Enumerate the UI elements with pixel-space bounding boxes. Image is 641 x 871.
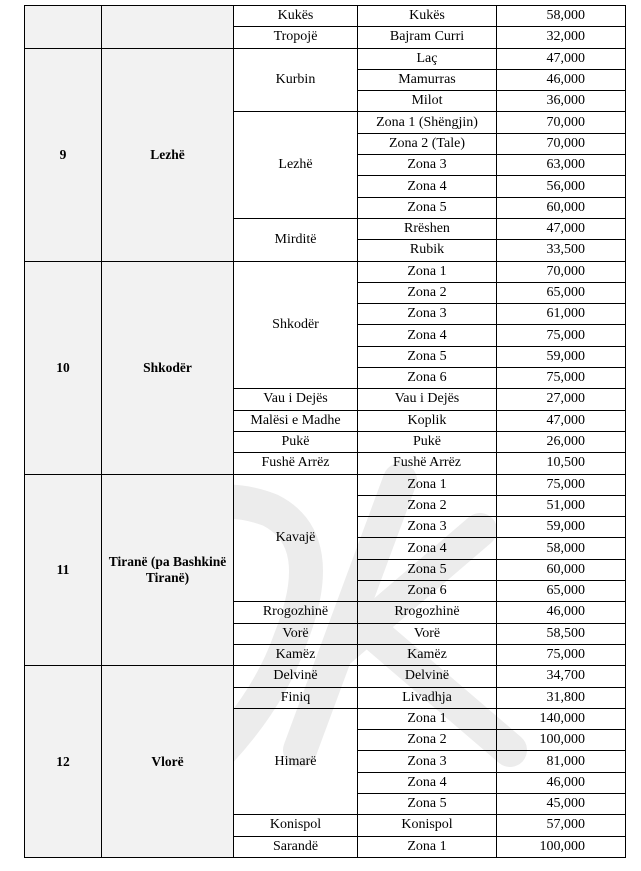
municipality-cell: Pukë (234, 431, 358, 452)
value-cell: 75,000 (497, 368, 626, 389)
zone-cell: Zona 1 (Shëngjin) (358, 112, 497, 133)
zone-cell: Zona 1 (358, 836, 497, 857)
zone-cell: Zona 4 (358, 325, 497, 346)
zone-cell: Zona 5 (358, 346, 497, 367)
value-cell: 59,000 (497, 517, 626, 538)
municipality-cell: Himarë (234, 708, 358, 814)
table-row (25, 6, 626, 27)
region-number-cell: 11 (25, 474, 102, 666)
region-number-cell: 10 (25, 261, 102, 474)
value-cell: 51,000 (497, 495, 626, 516)
municipality-cell: Tropojë (234, 27, 358, 48)
value-cell: 60,000 (497, 197, 626, 218)
zone-cell: Rrëshen (358, 218, 497, 239)
value-cell: 75,000 (497, 325, 626, 346)
region-name-cell (102, 6, 234, 49)
municipality-cell: Vau i Dejës (234, 389, 358, 410)
value-cell: 81,000 (497, 751, 626, 772)
value-cell: 65,000 (497, 581, 626, 602)
zone-cell: Zona 2 (358, 495, 497, 516)
region-name-cell: Lezhë (102, 48, 234, 261)
zone-cell: Kukës (358, 6, 497, 27)
value-cell: 140,000 (497, 708, 626, 729)
municipality-cell: Finiq (234, 687, 358, 708)
value-cell: 32,000 (497, 27, 626, 48)
region-number-cell: 9 (25, 48, 102, 261)
value-cell: 58,000 (497, 538, 626, 559)
value-cell: 58,000 (497, 6, 626, 27)
value-cell: 59,000 (497, 346, 626, 367)
value-cell: 31,800 (497, 687, 626, 708)
value-cell: 46,000 (497, 772, 626, 793)
zone-cell: Vorë (358, 623, 497, 644)
zone-cell: Zona 1 (358, 708, 497, 729)
zone-cell: Zona 5 (358, 197, 497, 218)
region-number-cell: 12 (25, 666, 102, 858)
municipality-cell: Delvinë (234, 666, 358, 687)
municipality-cell: Kurbin (234, 48, 358, 112)
value-cell: 70,000 (497, 261, 626, 282)
value-cell: 65,000 (497, 282, 626, 303)
zone-cell: Zona 3 (358, 751, 497, 772)
value-cell: 26,000 (497, 431, 626, 452)
value-cell: 36,000 (497, 91, 626, 112)
region-name-cell: Shkodër (102, 261, 234, 474)
municipality-cell: Kavajë (234, 474, 358, 602)
municipality-cell: Mirditë (234, 218, 358, 261)
value-cell: 56,000 (497, 176, 626, 197)
value-cell: 63,000 (497, 155, 626, 176)
zone-cell: Konispol (358, 815, 497, 836)
zone-cell: Zona 2 (Tale) (358, 133, 497, 154)
zone-cell: Laç (358, 48, 497, 69)
zone-cell: Zona 1 (358, 474, 497, 495)
zone-cell: Zona 3 (358, 517, 497, 538)
region-name-cell: Tiranë (pa Bashkinë Tiranë) (102, 474, 234, 666)
zone-cell: Zona 4 (358, 772, 497, 793)
value-cell: 58,500 (497, 623, 626, 644)
table-row (25, 474, 626, 495)
value-cell: 45,000 (497, 793, 626, 814)
municipality-cell: Malësi e Madhe (234, 410, 358, 431)
municipality-cell: Vorë (234, 623, 358, 644)
zone-cell: Milot (358, 91, 497, 112)
value-cell: 70,000 (497, 133, 626, 154)
zone-cell: Bajram Curri (358, 27, 497, 48)
value-cell: 33,500 (497, 240, 626, 261)
municipality-cell: Konispol (234, 815, 358, 836)
zone-cell: Delvinë (358, 666, 497, 687)
table-row (25, 48, 626, 69)
value-cell: 10,500 (497, 453, 626, 474)
value-cell: 47,000 (497, 48, 626, 69)
value-cell: 46,000 (497, 69, 626, 90)
municipality-cell: Lezhë (234, 112, 358, 218)
value-cell: 75,000 (497, 474, 626, 495)
value-cell: 70,000 (497, 112, 626, 133)
value-cell: 46,000 (497, 602, 626, 623)
zone-cell: Zona 3 (358, 155, 497, 176)
zone-cell: Zona 4 (358, 538, 497, 559)
value-cell: 47,000 (497, 410, 626, 431)
zone-cell: Koplik (358, 410, 497, 431)
zone-cell: Vau i Dejës (358, 389, 497, 410)
table-row (25, 666, 626, 687)
region-name-cell: Vlorë (102, 666, 234, 858)
zone-cell: Pukë (358, 431, 497, 452)
value-cell: 60,000 (497, 559, 626, 580)
zone-cell: Zona 2 (358, 730, 497, 751)
value-cell: 47,000 (497, 218, 626, 239)
value-cell: 100,000 (497, 836, 626, 857)
zone-cell: Zona 6 (358, 581, 497, 602)
zone-cell: Rrogozhinë (358, 602, 497, 623)
zone-cell: Zona 1 (358, 261, 497, 282)
municipality-cell: Sarandë (234, 836, 358, 857)
value-cell: 61,000 (497, 304, 626, 325)
zone-cell: Fushë Arrëz (358, 453, 497, 474)
municipality-cell: Kukës (234, 6, 358, 27)
zone-cell: Zona 6 (358, 368, 497, 389)
value-cell: 27,000 (497, 389, 626, 410)
zone-cell: Zona 2 (358, 282, 497, 303)
zone-cell: Zona 3 (358, 304, 497, 325)
zone-cell: Livadhja (358, 687, 497, 708)
region-number-cell (25, 6, 102, 49)
municipality-cell: Fushë Arrëz (234, 453, 358, 474)
zone-cell: Kamëz (358, 644, 497, 665)
municipality-cell: Shkodër (234, 261, 358, 389)
value-cell: 100,000 (497, 730, 626, 751)
municipality-cell: Kamëz (234, 644, 358, 665)
municipality-cell: Rrogozhinë (234, 602, 358, 623)
zone-cell: Zona 4 (358, 176, 497, 197)
value-cell: 75,000 (497, 644, 626, 665)
zone-cell: Mamurras (358, 69, 497, 90)
property-value-table (24, 5, 626, 858)
table-row (25, 261, 626, 282)
value-cell: 57,000 (497, 815, 626, 836)
zone-cell: Zona 5 (358, 793, 497, 814)
value-cell: 34,700 (497, 666, 626, 687)
zone-cell: Zona 5 (358, 559, 497, 580)
zone-cell: Rubik (358, 240, 497, 261)
